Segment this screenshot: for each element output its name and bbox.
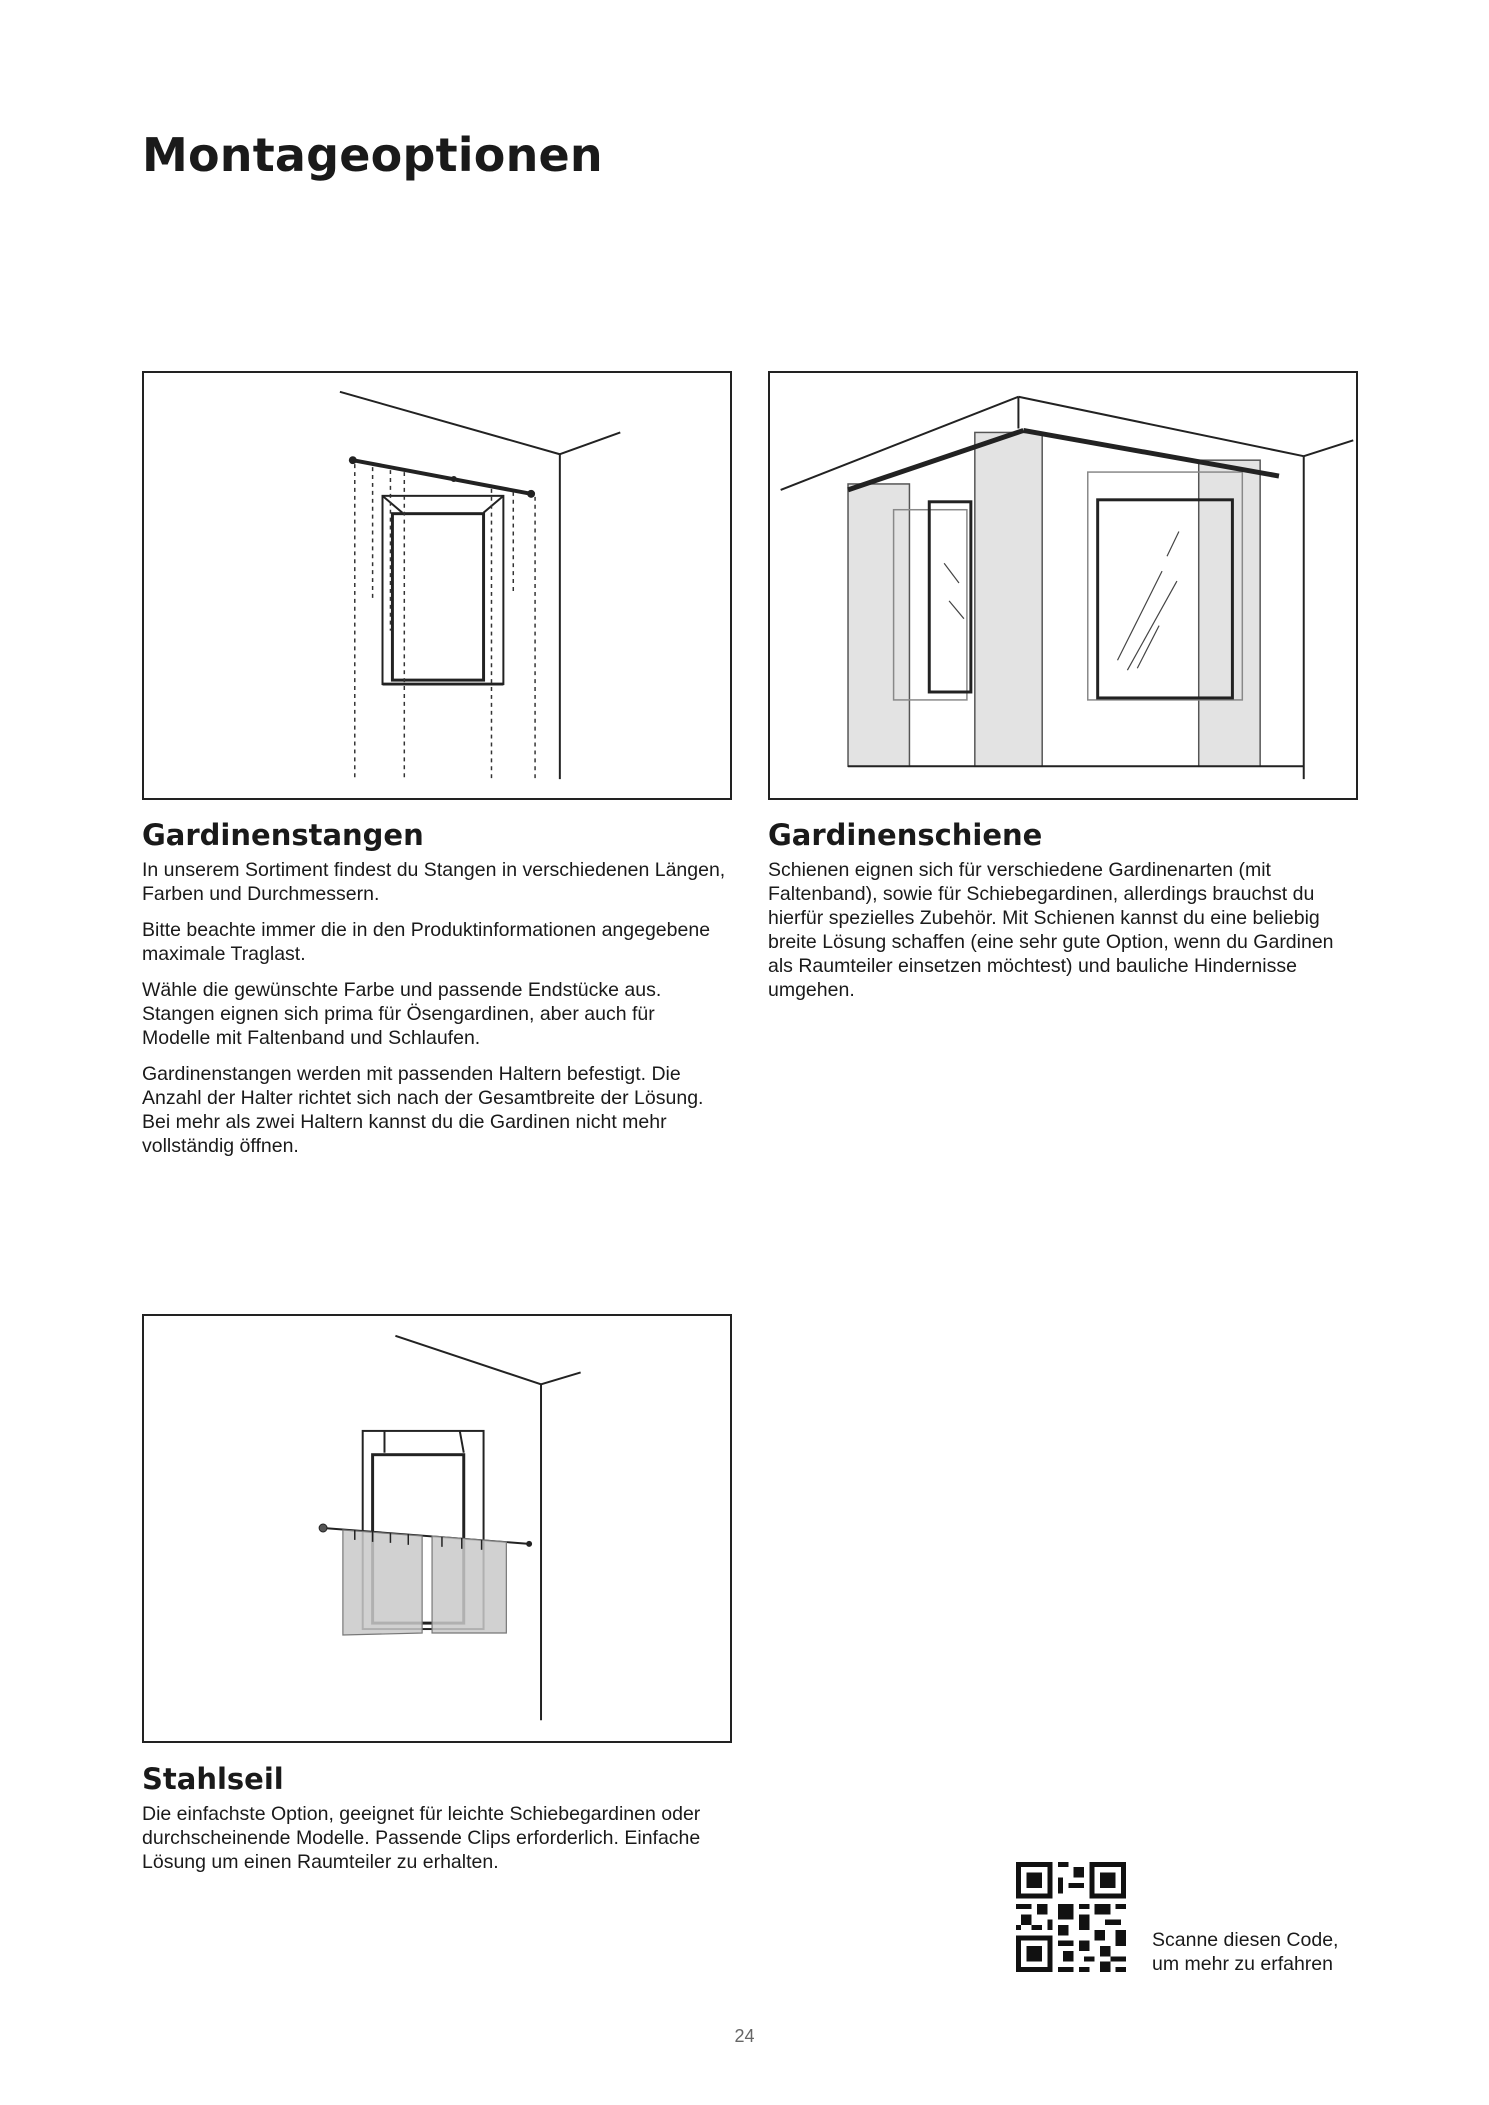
steel-wire-illustration xyxy=(142,1314,732,1743)
wire-text xyxy=(142,1802,727,1886)
qr-caption-line: Scanne diesen Code, xyxy=(1152,1929,1339,1951)
rail-text xyxy=(768,858,1363,1014)
page-title: Montageoptionen xyxy=(142,128,603,182)
rods-paragraph: In unserem Sortiment findest du Stangen in verschiedenen Längen, Farben und Durchmessern. xyxy=(142,859,726,905)
curtain-rail-illustration xyxy=(768,371,1358,800)
rods-heading: Gardinenstangen xyxy=(142,818,424,852)
wire-paragraph: Die einfachste Option, geeignet für leichte Schiebegardinen oder durchscheinende Modelle. Passende Clips erforderlich. Einfache Lösung um einen Raumteiler zu erhalten. xyxy=(142,1803,701,1873)
qr-caption xyxy=(1152,1928,1338,1976)
qr-caption-line: um mehr zu erfahren xyxy=(1152,1953,1333,1975)
rail-heading: Gardinenschiene xyxy=(768,818,1043,852)
rods-paragraph: Wähle die gewünschte Farbe und passende Endstücke aus. Stangen eignen sich prima für Ösengardinen, aber auch für Modelle mit Faltenband und Schlaufen. xyxy=(142,979,662,1049)
rods-paragraph: Bitte beachte immer die in den Produktinformationen angegebene maximale Traglast. xyxy=(142,919,711,965)
rods-paragraph: Gardinenstangen werden mit passenden Haltern befestigt. Die Anzahl der Halter richtet sich nach der Gesamtbreite der Lösung. Bei mehr als zwei Haltern kannst du die Gardinen nicht mehr vollständig öffnen. xyxy=(142,1063,704,1157)
page-number: 24 xyxy=(734,2026,755,2046)
rods-text xyxy=(142,858,727,1170)
rail-paragraph: Schienen eignen sich für verschiedene Gardinenarten (mit Faltenband), sowie für Schiebegardinen, allerdings brauchst du hierfür spezielles Zubehör. Mit Schienen kannst du eine beliebig breite Lösung schaffen (eine sehr gute Option, wenn du Gardinen als Raumteiler einsetzen möchtest) und bauliche Hindernisse umgehen. xyxy=(768,859,1334,1001)
qr-code[interactable] xyxy=(1016,1862,1126,1972)
curtain-rod-illustration xyxy=(142,371,732,800)
wire-heading: Stahlseil xyxy=(142,1762,284,1796)
